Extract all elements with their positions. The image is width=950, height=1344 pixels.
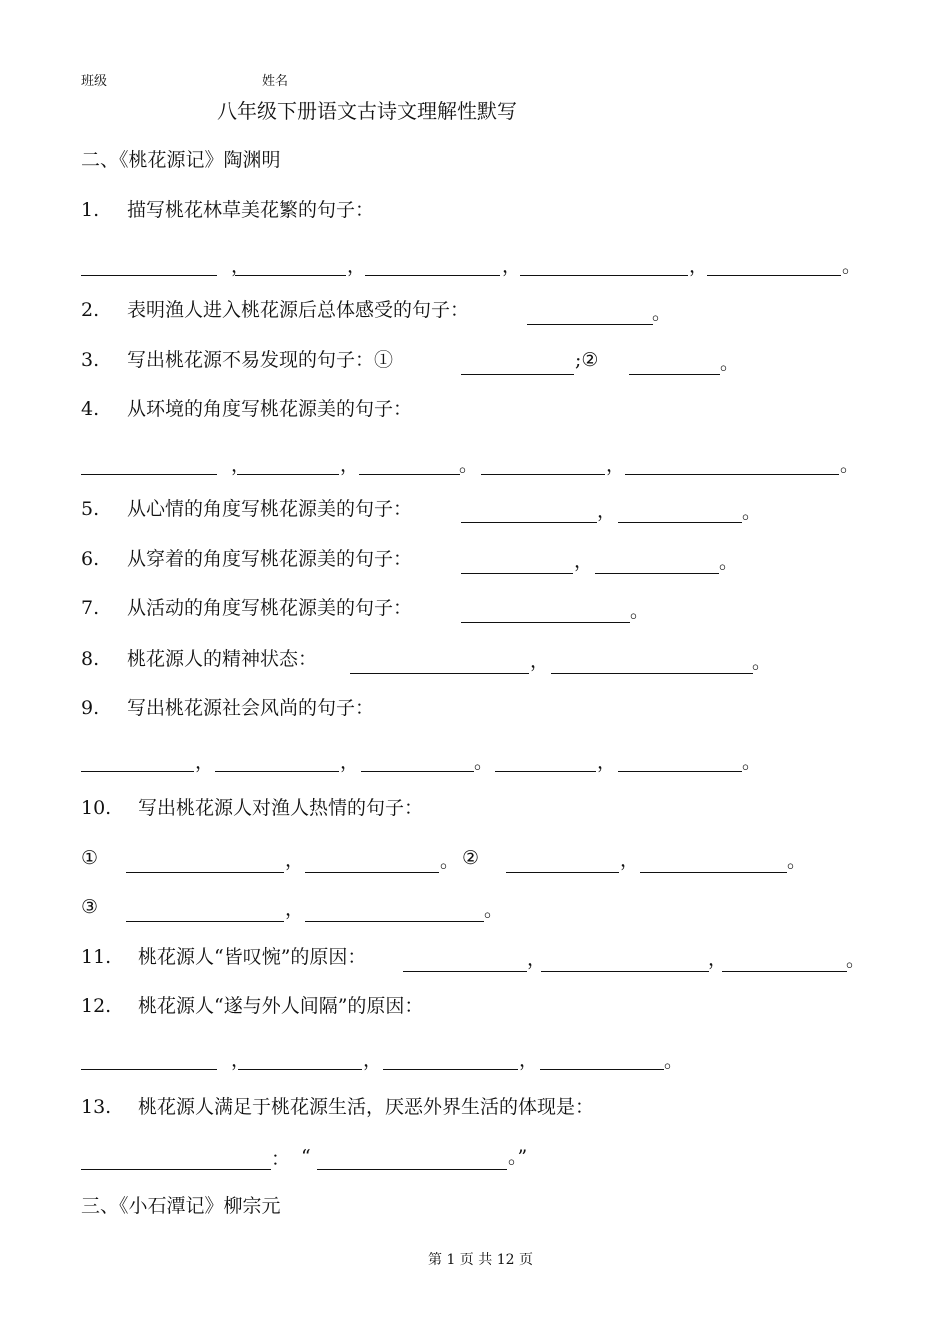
answer-blank[interactable] <box>235 275 346 276</box>
punct-comma: ， <box>340 454 360 476</box>
question-text: 从环境的角度写桃花源美的句子： <box>127 398 413 420</box>
answer-blank[interactable] <box>126 921 284 922</box>
answer-blank[interactable] <box>540 1069 664 1070</box>
punct-period: 。 <box>842 255 862 277</box>
question-number: 4. <box>81 398 100 420</box>
page-title: 八年级下册语文古诗文理解性默写 <box>217 99 517 123</box>
punct-comma: ， <box>285 849 305 871</box>
punct-comma: ， <box>708 948 728 970</box>
answer-blank[interactable] <box>461 573 573 574</box>
answer-blank[interactable] <box>359 474 460 475</box>
answer-blank[interactable] <box>551 673 753 674</box>
punct-period: 。 <box>664 1050 684 1072</box>
answer-blank[interactable] <box>707 275 841 276</box>
answer-blank[interactable] <box>361 771 474 772</box>
page-footer: 第 1 页 共 12 页 <box>428 1252 533 1268</box>
punct-comma: ， <box>231 255 251 277</box>
question-number: 7. <box>81 597 100 619</box>
section-heading-taohuayuanji: 二、《桃花源记》陶渊明 <box>81 149 281 171</box>
answer-blank[interactable] <box>520 275 688 276</box>
punct-comma: ， <box>195 751 215 773</box>
answer-blank[interactable] <box>618 771 742 772</box>
question-text: 表明渔人进入桃花源后总体感受的句子： <box>127 299 470 321</box>
punct-period: 。 <box>652 302 672 324</box>
punct-period: 。 <box>484 899 504 921</box>
punct-period: 。 <box>719 551 739 573</box>
answer-blank[interactable] <box>495 771 596 772</box>
punct-comma: ， <box>231 1049 251 1071</box>
punct-comma: ， <box>231 454 251 476</box>
answer-blank[interactable] <box>81 1069 217 1070</box>
punct-close-quote: 。” <box>508 1146 528 1168</box>
punct-comma: ， <box>620 849 640 871</box>
answer-blank[interactable] <box>461 374 574 375</box>
answer-blank[interactable] <box>629 374 720 375</box>
punct-period: 。 <box>787 850 807 872</box>
punct-period: 。 <box>742 751 762 773</box>
answer-blank[interactable] <box>126 872 284 873</box>
punct-period: 。 <box>630 600 650 622</box>
answer-blank[interactable] <box>238 1069 362 1070</box>
answer-blank[interactable] <box>527 324 653 325</box>
answer-blank[interactable] <box>81 474 217 475</box>
question-text: 桃花源人满足于桃花源生活，厌恶外界生活的体现是： <box>138 1096 595 1118</box>
answer-blank[interactable] <box>215 771 339 772</box>
punct-comma: ， <box>502 255 522 277</box>
answer-blank[interactable] <box>237 474 339 475</box>
question-number: 13. <box>81 1096 112 1118</box>
question-number: 11. <box>81 946 112 968</box>
answer-blank[interactable] <box>81 1169 271 1170</box>
answer-blank[interactable] <box>317 1169 507 1170</box>
question-number: 3. <box>81 349 100 371</box>
answer-blank[interactable] <box>305 921 484 922</box>
punct-period: 。 <box>752 651 772 673</box>
question-number: 10. <box>81 797 112 819</box>
answer-blank[interactable] <box>461 622 630 623</box>
punct-comma: ， <box>363 1049 383 1071</box>
subitem-marker: ③ <box>81 896 99 918</box>
question-number: 1. <box>81 199 100 221</box>
answer-blank[interactable] <box>541 971 709 972</box>
punct-open-quote: “ <box>301 1146 311 1168</box>
punct-comma: ， <box>574 550 594 572</box>
question-number: 12. <box>81 995 112 1017</box>
class-label: 班级 <box>81 74 108 89</box>
question-text: 写出桃花源社会风尚的句子： <box>127 697 375 719</box>
punct-comma: ， <box>606 454 626 476</box>
answer-blank[interactable] <box>618 522 742 523</box>
answer-blank[interactable] <box>625 474 839 475</box>
question-text: 桃花源人的精神状态： <box>127 648 318 670</box>
punct-comma: ， <box>597 751 617 773</box>
punct-period: 。 <box>720 352 740 374</box>
punct-period: 。 <box>440 850 460 872</box>
question-text: 描写桃花林草美花繁的句子： <box>127 199 375 221</box>
punct-comma: ， <box>530 650 550 672</box>
question-text: 桃花源人“遂与外人间隔”的原因： <box>138 995 424 1017</box>
answer-blank[interactable] <box>722 971 847 972</box>
answer-blank[interactable] <box>595 573 719 574</box>
answer-blank[interactable] <box>350 673 529 674</box>
punct-period: 。 <box>840 454 860 476</box>
answer-blank[interactable] <box>506 872 619 873</box>
answer-blank[interactable] <box>403 971 527 972</box>
punct-comma: ， <box>527 948 547 970</box>
answer-blank[interactable] <box>81 275 217 276</box>
answer-blank[interactable] <box>461 522 597 523</box>
subitem-marker: ② <box>462 847 480 869</box>
question-text: 从穿着的角度写桃花源美的句子： <box>127 548 413 570</box>
subitem-marker: ;② <box>575 349 599 371</box>
punct-comma: ， <box>597 500 617 522</box>
punct-comma: ， <box>689 255 709 277</box>
question-text: 桃花源人“皆叹惋”的原因： <box>138 946 367 968</box>
answer-blank[interactable] <box>81 771 194 772</box>
punct-comma: ， <box>347 255 367 277</box>
punct-period: 。 <box>846 949 866 971</box>
name-label: 姓名 <box>262 74 289 89</box>
punct-period: 。 <box>474 751 494 773</box>
question-number: 8. <box>81 648 100 670</box>
answer-blank[interactable] <box>383 1069 518 1070</box>
question-number: 2. <box>81 299 100 321</box>
punct-comma: ， <box>285 898 305 920</box>
question-text: 写出桃花源不易发现的句子：① <box>127 349 394 371</box>
answer-blank[interactable] <box>481 474 605 475</box>
question-number: 9. <box>81 697 100 719</box>
answer-blank[interactable] <box>365 275 500 276</box>
subitem-marker: ① <box>81 847 99 869</box>
answer-blank[interactable] <box>305 872 439 873</box>
punct-period: 。 <box>742 501 762 523</box>
question-text: 从心情的角度写桃花源美的句子： <box>127 498 413 520</box>
punct-comma: ， <box>340 751 360 773</box>
question-text: 写出桃花源人对渔人热情的句子： <box>138 797 424 819</box>
answer-blank[interactable] <box>640 872 787 873</box>
question-text: 从活动的角度写桃花源美的句子： <box>127 597 413 619</box>
punct-comma: ， <box>519 1049 539 1071</box>
question-number: 6. <box>81 548 100 570</box>
question-number: 5. <box>81 498 100 520</box>
punct-period: 。 <box>459 454 479 476</box>
section-heading-xiaoshitanji: 三、《小石潭记》柳宗元 <box>81 1195 281 1217</box>
punct-colon: ： <box>271 1148 291 1170</box>
